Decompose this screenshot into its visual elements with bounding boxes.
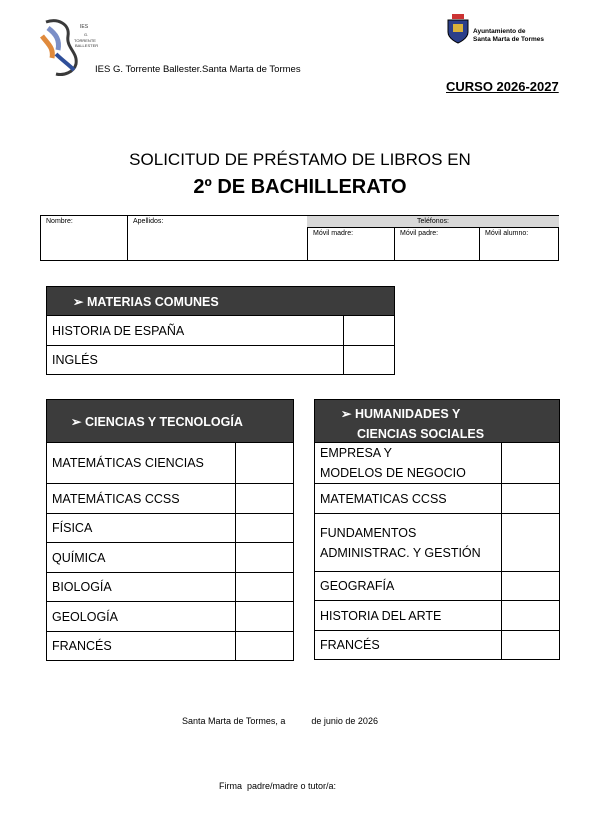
place-suffix: de junio de 2026 (311, 716, 378, 726)
subject-checkbox[interactable] (236, 543, 294, 573)
subject-label: FRANCÉS (315, 631, 502, 660)
ciencias-heading-label: CIENCIAS Y TECNOLOGÍA (84, 415, 243, 429)
subject-checkbox[interactable] (502, 443, 560, 484)
table-row (47, 346, 395, 375)
school-logo-text-3: TORRENTE (74, 38, 96, 43)
subject-label: FRANCÉS (47, 632, 236, 661)
subject-checkbox[interactable] (236, 443, 294, 484)
humanidades-table (314, 442, 560, 660)
town-crest-icon (446, 14, 470, 44)
subject-checkbox[interactable] (502, 572, 560, 601)
table-row (315, 572, 560, 601)
subject-label (315, 514, 502, 572)
subject-checkbox[interactable] (236, 514, 294, 543)
table-row (47, 443, 294, 484)
course-label: CURSO 2026-2027 (446, 79, 559, 94)
humanidades-heading-line-2: CIENCIAS SOCIALES (357, 427, 485, 441)
subject-label: GEOGRAFÍA (315, 572, 502, 601)
subject-label: BIOLOGÍA (47, 573, 236, 602)
humanidades-heading (314, 399, 560, 443)
subject-label: FÍSICA (47, 514, 236, 543)
subject-label-line-1: EMPRESA Y (320, 446, 393, 460)
humanidades-heading-line-1: HUMANIDADES Y (354, 407, 461, 421)
table-row (315, 631, 560, 660)
movil-madre-label: Móvil madre: (313, 230, 354, 237)
table-row (47, 316, 395, 346)
apellidos-label: Apellidos: (133, 218, 164, 225)
student-info-table (40, 215, 559, 261)
comunes-table (46, 315, 395, 375)
subject-checkbox[interactable] (502, 601, 560, 631)
subject-checkbox[interactable] (236, 573, 294, 602)
subject-checkbox[interactable] (344, 346, 395, 375)
subject-label: MATEMÁTICAS CCSS (47, 484, 236, 514)
table-row (47, 632, 294, 661)
ciencias-heading (46, 399, 294, 443)
table-row (47, 484, 294, 514)
subject-checkbox[interactable] (236, 484, 294, 514)
table-row (315, 443, 560, 484)
subject-label-line-2: MODELOS DE NEGOCIO (320, 466, 466, 480)
subject-checkbox[interactable] (236, 632, 294, 661)
movil-alumno-label: Móvil alumno: (485, 230, 529, 237)
subject-checkbox[interactable] (502, 514, 560, 572)
place-prefix: Santa Marta de Tormes, a (182, 716, 286, 726)
table-row (47, 543, 294, 573)
subject-checkbox[interactable] (344, 316, 395, 346)
signature-label: Firma padre/madre o tutor/a: (219, 781, 337, 791)
table-row (47, 573, 294, 602)
subject-label-line-2: ADMINISTRAC. Y GESTIÓN (320, 545, 481, 560)
comunes-heading-label: MATERIAS COMUNES (86, 295, 219, 309)
subject-label: INGLÉS (47, 346, 344, 375)
arrow-icon: ➢ (71, 415, 85, 429)
phones-header: Teléfonos: (307, 216, 559, 228)
table-row (47, 602, 294, 632)
subject-label-line-1: FUNDAMENTOS (320, 525, 417, 540)
subject-label: QUÍMICA (47, 543, 236, 573)
table-row (47, 514, 294, 543)
subject-label: GEOLOGÍA (47, 602, 236, 632)
table-row (315, 514, 560, 572)
subject-label: HISTORIA DE ESPAÑA (47, 316, 344, 346)
form-subtitle: 2º DE BACHILLERATO (193, 176, 407, 198)
arrow-icon: ➢ (73, 295, 87, 309)
comunes-heading (46, 286, 395, 316)
nombre-label: Nombre: (46, 218, 73, 225)
school-logo (38, 14, 98, 80)
table-row (315, 484, 560, 514)
subject-label: HISTORIA DEL ARTE (315, 601, 502, 631)
movil-padre-label: Móvil padre: (400, 230, 439, 237)
table-row (315, 601, 560, 631)
ciencias-table (46, 442, 294, 661)
school-name: IES G. Torrente Ballester.Santa Marta de Tormes (95, 64, 301, 75)
place-date-line (182, 716, 378, 726)
subject-checkbox[interactable] (502, 631, 560, 660)
school-logo-text-4: BALLESTER (75, 43, 98, 48)
school-logo-text-2: G. (84, 32, 89, 37)
subject-label: MATEMATICAS CCSS (315, 484, 502, 514)
subject-label: MATEMÁTICAS CIENCIAS (47, 443, 236, 484)
subject-label (315, 443, 502, 484)
school-logo-text-1: IES (80, 24, 89, 30)
town-line-1: Ayuntamiento de (473, 28, 526, 35)
subject-checkbox[interactable] (236, 602, 294, 632)
town-line-2: Santa Marta de Tormes (473, 36, 545, 43)
arrow-icon: ➢ (341, 407, 355, 421)
form-title: SOLICITUD DE PRÉSTAMO DE LIBROS EN (129, 150, 471, 169)
town-name (473, 28, 544, 44)
subject-checkbox[interactable] (502, 484, 560, 514)
